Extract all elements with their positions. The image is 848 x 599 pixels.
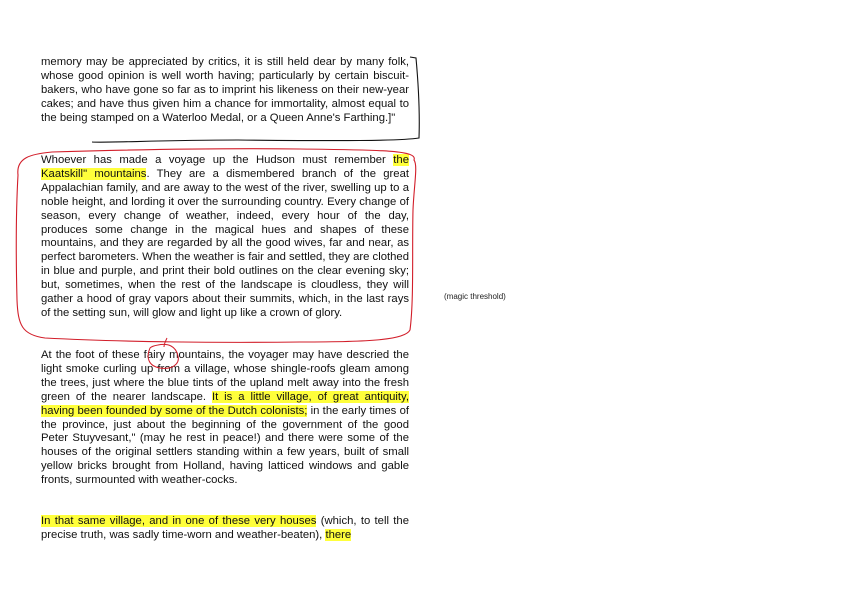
highlighted-text: the Kaatskill" mountains <box>41 154 409 180</box>
paragraph-1 <box>41 56 409 126</box>
text-segment: memory may be appreciated by critics, it is still held dear by many folk, whose good opinion is well worth having; particularly by certain biscuit-bakers, who have gone so far as to imprint his likeness on their new-year cakes; and have thus given him a chance for immortality, almost equal to the being stamped on a Waterloo Medal, or a Queen Anne's Farthing.]" <box>41 56 409 124</box>
highlighted-text: In that same village, and in one of these very houses <box>41 515 317 527</box>
highlighted-text: there <box>325 528 352 541</box>
text-segment: . They are a dismembered branch of the great Appalachian family, and are away to the west of the river, swelling up to a noble height, and lording it over the surrounding country. Every change of season, every change of weather, indeed, every hour of the day, produces some change in the magical hues and shapes of these mountains, and they are regarded by all the good wives, far and near, as perfect barometers. When the weather is fair and settled, they are clothed in blue and purple, and print their bold outlines on the clear evening sky; but, sometimes, when the rest of the landscape is cloudless, they will gather a hood of gray vapors about their summits, which, in the last rays of the setting sun, will glow and light up like a crown of glory. <box>41 167 409 319</box>
paragraph-3 <box>41 349 409 488</box>
highlighted-text: It is a little village, of great antiquity, having been founded by some of the Dutch colonists; <box>41 390 409 417</box>
text-segment: (which, to tell the precise truth, was sadly time-worn and weather-beaten), <box>41 515 409 541</box>
red-connector-annotation <box>164 338 167 347</box>
text-segment: Whoever has made a voyage up the Hudson must remember <box>41 154 394 166</box>
text-segment: in the early times of the province, just about the beginning of the government of the good Peter Stuyvesant," (may he rest in peace!) and there were some of the houses of the original settlers standing within a few years, built of small yellow bricks brought from Holland, having latticed windows and gable fronts, surmounted with weather-cocks. <box>41 404 409 487</box>
margin-note: (magic threshold) <box>444 292 506 301</box>
paragraph-4 <box>41 515 409 543</box>
paragraph-2 <box>41 154 409 321</box>
text-segment: At the foot of these fairy mountains, the voyager may have descried the light smoke curling up from a village, whose shingle-roofs gleam among the trees, just where the blue tints of the upland melt away into the fresh green of the nearer landscape. <box>41 349 409 403</box>
